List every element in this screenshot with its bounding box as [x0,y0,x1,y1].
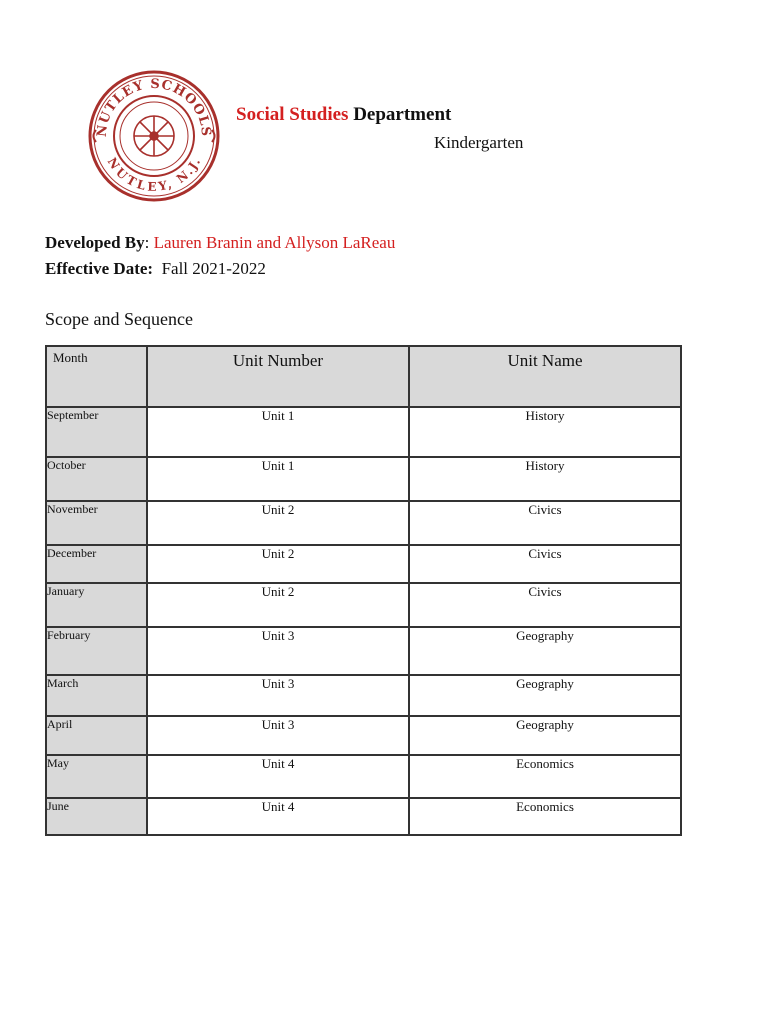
table-row [46,407,681,457]
department-title [236,104,451,126]
unit-number-cell: Unit 3 [147,627,409,675]
month-cell: September [46,407,147,457]
unit-name-cell: Geography [409,675,681,716]
table-header-row [46,346,681,407]
month-cell: December [46,545,147,583]
developed-by-value: Lauren Branin and Allyson LaReau [153,233,396,252]
table-row [46,583,681,627]
table-row [46,545,681,583]
scope-sequence-table [45,345,682,836]
column-header-month: Month [46,346,147,407]
unit-number-cell: Unit 2 [147,583,409,627]
unit-number-cell: Unit 3 [147,675,409,716]
month-cell: October [46,457,147,501]
developed-by-line: Developed By: Lauren Branin and Allyson LaReau [45,233,396,252]
month-cell: November [46,501,147,545]
table-row [46,501,681,545]
month-cell: March [46,675,147,716]
column-header-unit-number: Unit Number [147,346,409,407]
effective-date-label: Effective Date: [45,259,154,278]
table-row [46,755,681,798]
unit-name-cell: History [409,457,681,501]
unit-name-cell: Economics [409,798,681,835]
department-title-accent: Social Studies [236,104,349,125]
month-cell: January [46,583,147,627]
effective-date-value: Fall 2021-2022 [161,259,266,278]
unit-name-cell: Geography [409,627,681,675]
unit-name-cell: History [409,407,681,457]
table-row [46,716,681,755]
month-cell: February [46,627,147,675]
grade-level: Kindergarten [434,133,524,152]
unit-number-cell: Unit 1 [147,407,409,457]
unit-number-cell: Unit 3 [147,716,409,755]
month-cell: April [46,716,147,755]
unit-number-cell: Unit 1 [147,457,409,501]
table-row [46,798,681,835]
table-row [46,627,681,675]
unit-number-cell: Unit 2 [147,545,409,583]
table-row [46,675,681,716]
unit-number-cell: Unit 2 [147,501,409,545]
seal-bottom-text: NUTLEY, N.J. [104,155,204,194]
unit-number-cell: Unit 4 [147,798,409,835]
month-cell: June [46,798,147,835]
month-cell: May [46,755,147,798]
unit-name-cell: Civics [409,501,681,545]
unit-name-cell: Economics [409,755,681,798]
nutley-schools-seal-logo [88,70,220,202]
effective-date-line [45,259,266,279]
seal-top-text: NUTLEY SCHOOLS [94,76,214,138]
developed-by-label: Developed By [45,233,145,252]
unit-name-cell: Geography [409,716,681,755]
unit-name-cell: Civics [409,545,681,583]
column-header-unit-name: Unit Name [409,346,681,407]
unit-number-cell: Unit 4 [147,755,409,798]
table-row [46,457,681,501]
scope-sequence-heading: Scope and Sequence [45,309,193,329]
seal-wheel-icon [134,116,174,156]
department-title-rest: Department [348,104,452,125]
unit-name-cell: Civics [409,583,681,627]
